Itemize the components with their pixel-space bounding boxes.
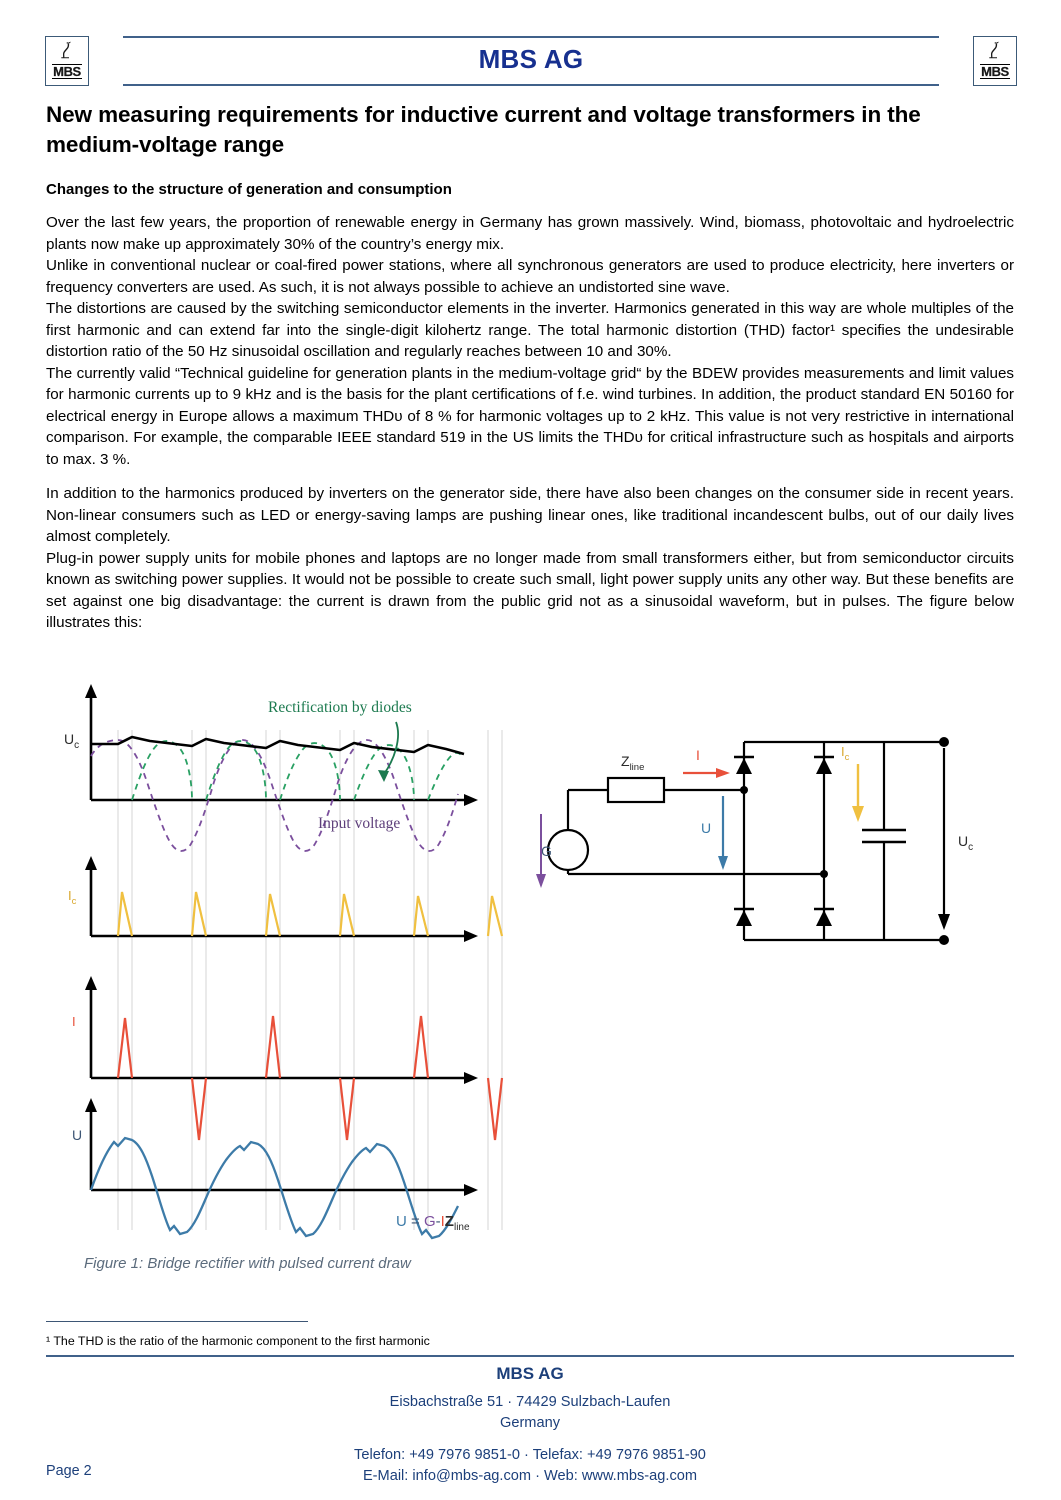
impedance-zline-symbol	[608, 778, 664, 802]
footer-contact: E-Mail: info@mbs-ag.com · Web: www.mbs-ag.com	[362, 1468, 698, 1484]
header-rule-bottom	[123, 84, 939, 86]
header-company-title: MBS AG	[478, 44, 584, 74]
header-banner	[123, 36, 939, 86]
document-body	[46, 100, 1014, 634]
paragraph-4: The currently valid “Technical guideline for generation plants in the medium-voltage grid“ by the BDEW provides measurements and limit values for harmonic currents up to 9 kHz and is the basis for the plant certifications of f.e. wind turbines. In addition, the product standard EN 50160 for electrical energy in Europe allows a maximum THDᴜ of 8 % for harmonic voltages up to 2 kHz. This value is not very restrictive in international comparison. For example, the comparable IEEE standard 519 in the US limits the THDᴜ for critical infrastructure such as hospitals and airports to max. 3 %.	[46, 364, 1014, 468]
uc-x-axis-arrow	[464, 794, 478, 806]
conduction-gridlines	[118, 730, 502, 1230]
diode-top-right	[814, 757, 834, 774]
u-y-axis-arrow	[85, 1098, 97, 1112]
generator-symbol	[548, 830, 588, 870]
rectified-segment-5	[428, 753, 463, 800]
footnote-separator	[46, 1321, 308, 1322]
current-i-label: I	[696, 747, 700, 763]
ic-axis-label: $I_c$	[68, 888, 77, 907]
figure-1-graphic	[46, 678, 1014, 1278]
ic-x-axis-arrow	[464, 930, 478, 942]
generator-label: G	[541, 843, 552, 859]
i-axis-label: I	[72, 1014, 76, 1029]
output-terminal-top	[939, 737, 949, 747]
stork-icon	[57, 41, 77, 65]
footer-company-name: MBS AG	[496, 1364, 564, 1383]
section-heading: Changes to the structure of generation and consumption	[46, 181, 452, 198]
logo-wordmark: MBS	[981, 64, 1009, 79]
paragraph-2: Unlike in conventional nuclear or coal-fired power stations, where all synchronous generators are used to produce electricity, here inverters or frequency converters are used. As such, it is not always possible to achieve an undistorted sine wave.	[46, 257, 1014, 296]
uc-axis-label: $U_c$	[64, 731, 80, 751]
figure-1	[46, 678, 1014, 1278]
ic-pulse-train	[118, 892, 502, 936]
logo-wordmark: MBS	[53, 64, 81, 79]
u-x-axis-arrow	[464, 1184, 478, 1196]
footer-phone: Telefon: +49 7976 9851-0 · Telefax: +49 7976 9851-90	[354, 1447, 706, 1463]
mbs-logo-right	[973, 36, 1017, 86]
footer-separator	[46, 1355, 1014, 1357]
formula-u-equals: $U = G-IZ_{line}$	[396, 1213, 470, 1233]
paragraph-3: The distortions are caused by the switching semiconductor elements in the inverter. Harmonics generated in this way are whole multiples of the first harmonic and can extend far into the single-digit kilohertz range. The total harmonic distortion (THD) factor¹ specifies the undesirable distortion ratio of the 50 Hz sinusoidal oscillation and regularly reaches between 10 and 30%.	[46, 300, 1014, 360]
current-ic-label: $I_c$	[841, 744, 850, 763]
u-axis-label: U	[72, 1127, 83, 1143]
paragraph-1: Over the last few years, the proportion of renewable energy in Germany has grown massively. Wind, biomass, photovoltaic and hydroelectric plants now make up approximately 30% of the country’s energy mix.	[46, 214, 1014, 253]
voltage-u-arrow-head	[718, 856, 728, 870]
output-uc-label: $U_c$	[958, 833, 974, 853]
rectified-segment-1	[132, 741, 192, 800]
current-ic-arrow-head	[852, 806, 864, 822]
paragraph-5: In addition to the harmonics produced by inverters on the generator side, there have also been changes on the consumer side in recent years. Non-linear consumers such as LED or energy-saving lamps are pushing linear ones, like traditional incandescent bulbs, out of our daily lives almost completely.	[46, 485, 1014, 545]
generator-arrow-head	[536, 874, 546, 888]
i-y-axis-arrow	[85, 976, 97, 990]
page-number: Page 2	[46, 1463, 92, 1479]
node-bridge-mid	[820, 870, 828, 878]
chart-line-current	[72, 976, 502, 1140]
footer-address: Eisbachstraße 51 · 74429 Sulzbach-Laufen	[389, 1394, 671, 1410]
header-rule-top	[123, 36, 939, 38]
rectified-segment-3	[280, 743, 340, 800]
footnote-body: The THD is the ratio of the harmonic component to the first harmonic	[50, 1334, 430, 1348]
rectified-dc-trace	[91, 737, 464, 754]
diode-bottom-left	[734, 909, 754, 926]
output-terminal-bottom	[939, 935, 949, 945]
figure-caption: Figure 1: Bridge rectifier with pulsed current draw	[84, 1255, 411, 1272]
chart-capacitor-current	[68, 856, 502, 942]
current-i-arrow-head	[716, 768, 730, 778]
footer-country: Germany	[499, 1415, 560, 1431]
diode-bottom-right	[814, 909, 834, 926]
stork-icon	[985, 41, 1005, 65]
voltage-u-label: U	[701, 820, 712, 836]
impedance-label: $Z_{line}$	[621, 753, 645, 773]
mbs-logo-left	[45, 36, 89, 86]
page-header	[45, 34, 1017, 90]
bridge-rectifier-circuit	[536, 737, 973, 945]
uc-y-axis-arrow	[85, 684, 97, 698]
annotation-input-voltage-label: Input voltage	[318, 815, 401, 832]
chart-line-voltage	[72, 1098, 478, 1238]
annotation-rectification-label: Rectification by diodes	[268, 699, 412, 716]
diode-top-left	[734, 757, 754, 774]
page-title: New measuring requirements for inductive current and voltage transformers in the medium-voltage range	[46, 102, 921, 157]
ic-y-axis-arrow	[85, 856, 97, 870]
i-x-axis-arrow	[464, 1072, 478, 1084]
annotation-rectification-arrow	[378, 770, 389, 782]
input-voltage-trace	[91, 740, 458, 851]
footnote-text	[46, 1333, 430, 1349]
output-uc-arrow-head	[938, 914, 950, 930]
footnote-marker: ¹	[46, 1334, 51, 1348]
chart-capacitor-voltage	[64, 684, 478, 851]
paragraph-6: Plug-in power supply units for mobile phones and laptops are no longer made from small transformers either, but from semiconductor circuits known as switching power supplies. It would not be possible to create such small, light power supply units any other way. But these benefits are set against one big disadvantage: the current is drawn from the public grid not as a sinusoidal waveform, but in pulses. The figure below illustrates this:	[46, 549, 1014, 631]
page-footer	[46, 1362, 1014, 1487]
rectified-segment-2	[206, 741, 266, 800]
footer-spacer	[46, 1434, 1014, 1445]
